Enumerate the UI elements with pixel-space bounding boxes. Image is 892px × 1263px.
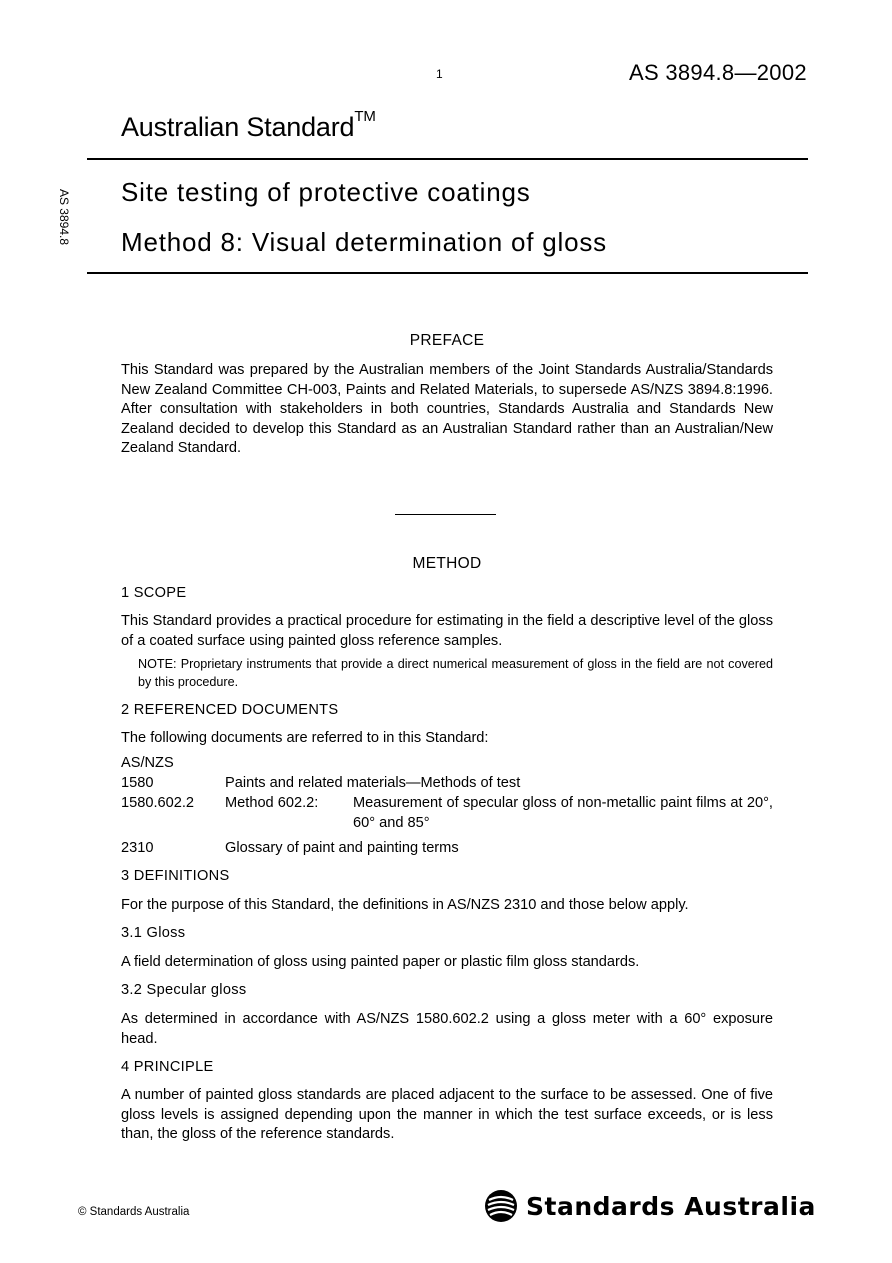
definition-specular-heading: 3.2 Specular gloss bbox=[121, 982, 247, 998]
ref-number-1580: 1580 bbox=[121, 775, 154, 791]
top-rule bbox=[87, 158, 808, 160]
title-rule bbox=[87, 272, 808, 274]
copyright-notice: © Standards Australia bbox=[78, 1206, 190, 1218]
document-number: AS 3894.8—2002 bbox=[629, 60, 807, 85]
side-label: AS 3894.8 bbox=[57, 188, 71, 246]
ref-number-2310: 2310 bbox=[121, 840, 154, 856]
logo-text: Standards Australia bbox=[526, 1191, 816, 1221]
page-number: 1 bbox=[436, 67, 443, 81]
scope-text: This Standard provides a practical procedure for estimating in the field a descriptive level of the gloss of a coated surface using painted gloss reference samples. bbox=[121, 613, 773, 649]
logo-mark-icon bbox=[484, 1188, 518, 1224]
ref-title-2310: Glossary of paint and painting terms bbox=[225, 840, 459, 856]
definitions-heading: 3 DEFINITIONS bbox=[121, 868, 230, 884]
principle-heading: 4 PRINCIPLE bbox=[121, 1059, 214, 1075]
definitions-text: For the purpose of this Standard, the definitions in AS/NZS 2310 and those below apply. bbox=[121, 897, 689, 913]
ref-title-1580-602-2: Measurement of specular gloss of non-metallic paint films at 20°, 60° and 85° bbox=[353, 795, 773, 831]
brand-title bbox=[121, 108, 376, 143]
definition-gloss-text: A field determination of gloss using painted paper or plastic film gloss standards. bbox=[121, 954, 640, 970]
preface-heading: PREFACE bbox=[409, 332, 485, 349]
definition-specular-text: As determined in accordance with AS/NZS 1580.602.2 using a gloss meter with a 60° exposure head. bbox=[121, 1011, 773, 1047]
scope-note: NOTE: Proprietary instruments that provide a direct numerical measurement of gloss in the field are not covered by this procedure. bbox=[138, 657, 773, 690]
ref-method-1580-602-2: Method 602.2: bbox=[225, 795, 319, 811]
title-line-1: Site testing of protective coatings bbox=[121, 177, 531, 207]
standards-australia-logo bbox=[484, 1188, 816, 1224]
ref-title-1580: Paints and related materials—Methods of test bbox=[225, 775, 521, 791]
ref-number-1580-602-2: 1580.602.2 bbox=[121, 795, 195, 811]
references-intro: The following documents are referred to in this Standard: bbox=[121, 730, 489, 746]
trademark-mark: TM bbox=[354, 108, 376, 125]
references-heading: 2 REFERENCED DOCUMENTS bbox=[121, 702, 339, 718]
section-divider bbox=[395, 514, 496, 515]
references-group: AS/NZS bbox=[121, 755, 174, 771]
principle-text: A number of painted gloss standards are placed adjacent to the surface to be assessed. One of five gloss levels is assigned depending upon the manner in which the test surface exceeds, or is less than, the gloss of the reference standards. bbox=[121, 1087, 773, 1143]
title-line-2: Method 8: Visual determination of gloss bbox=[121, 227, 607, 257]
preface-text: This Standard was prepared by the Australian members of the Joint Standards Australia/Standards New Zealand Committee CH-003, Paints and Related Materials, to supersede AS/NZS 3894.8:1996. After consultation with stakeholders in both countries, Standards Australia and Standards New Zealand decided to develop this Standard as an Australian Standard rather than an Australian/New Zealand Standard. bbox=[121, 362, 773, 457]
method-heading: METHOD bbox=[412, 555, 482, 572]
scope-heading: 1 SCOPE bbox=[121, 585, 187, 601]
definition-gloss-heading: 3.1 Gloss bbox=[121, 925, 186, 941]
brand-text: Australian Standard bbox=[121, 112, 355, 142]
